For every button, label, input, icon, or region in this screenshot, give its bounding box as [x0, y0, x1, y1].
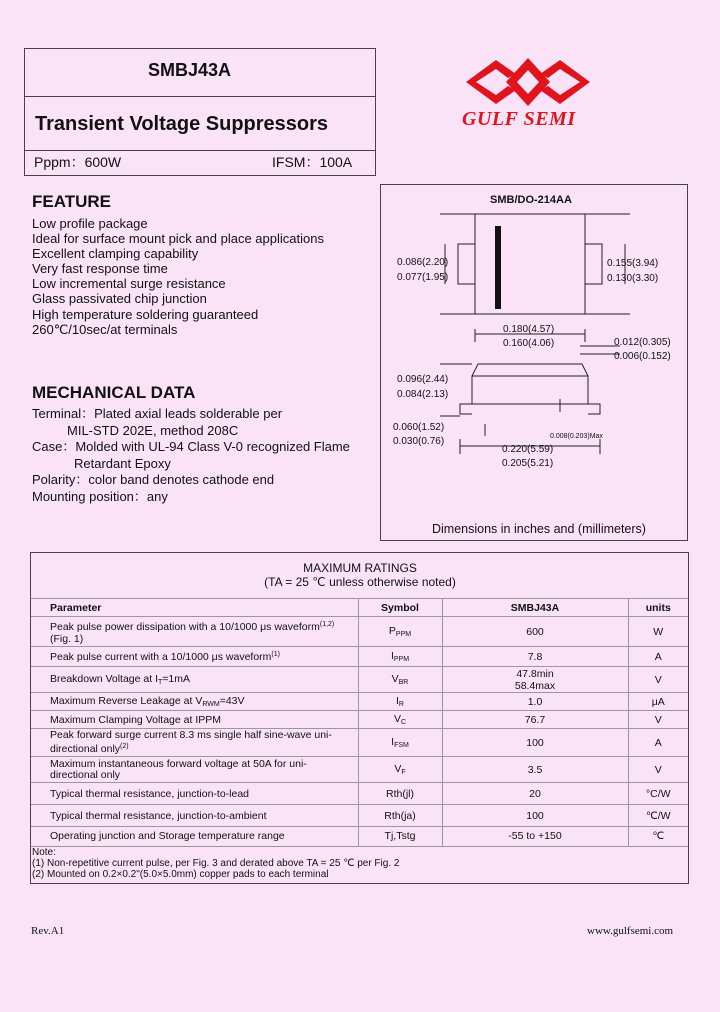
feature-item: Glass passivated chip junction: [32, 291, 207, 307]
feature-item: Low profile package: [32, 216, 148, 231]
value-cell: 20: [442, 783, 628, 805]
value-cell: 7.8: [442, 647, 628, 667]
note-line: (2) Mounted on 0.2×0.2"(5.0×5.0mm) copper pads to each terminal: [32, 869, 329, 880]
dim-h-min: 0.077(1.95): [397, 272, 449, 283]
value-cell: 600: [442, 617, 628, 647]
feature-item: 260℃/10sec/at terminals: [32, 321, 178, 337]
page-title: Transient Voltage Suppressors: [35, 113, 329, 135]
feature-item: Excellent clamping capability: [32, 246, 199, 262]
table-row: [31, 783, 688, 805]
note-line: Note:: [32, 847, 56, 858]
table-row: [31, 617, 688, 647]
notes: [32, 847, 399, 880]
mechanical-line: Mounting position：any: [32, 488, 168, 504]
table-row: [31, 711, 688, 729]
dimension-caption: Dimensions in inches and (millimeters): [432, 522, 646, 536]
value-cell: 3.5: [442, 757, 628, 783]
note-line: (1) Non-repetitive current pulse, per Fig. 3 and derated above TA = 25 ℃ per Fig. 2: [32, 858, 400, 869]
value-cell: -55 to +150: [442, 827, 628, 846]
param-cell: Operating junction and Storage temperature range: [31, 827, 358, 846]
unit-cell: V: [628, 667, 688, 693]
col-parameter: Parameter: [31, 599, 358, 617]
param-cell: Typical thermal resistance, junction-to-lead: [31, 783, 358, 805]
table-row: [31, 805, 688, 827]
symbol-cell: IPPM: [358, 647, 442, 667]
header-divider-1: [24, 96, 376, 97]
param-cell: Maximum Reverse Leakage at VRWM=43V: [31, 693, 358, 711]
dim-w-max: 0.155(3.94): [607, 258, 659, 269]
pppm-rating: Pppm：600W: [34, 154, 122, 170]
feature-heading: FEATURE: [32, 192, 112, 211]
symbol-cell: PPPM: [358, 617, 442, 647]
dim-overall-min: 0.205(5.21): [502, 458, 554, 469]
dim-body-h-max: 0.096(2.44): [397, 374, 449, 385]
dim-body-h-min: 0.084(2.13): [397, 389, 449, 400]
value-cell: 1.0: [442, 693, 628, 711]
table-row: [31, 647, 688, 667]
symbol-cell: VBR: [358, 667, 442, 693]
ratings-header-row: [31, 599, 688, 617]
unit-cell: A: [628, 729, 688, 757]
value-cell: 47.8min 58.4max: [442, 667, 628, 693]
mechanical-line: Polarity：color band denotes cathode end: [32, 472, 275, 487]
param-cell: Maximum Clamping Voltage at IPPM: [31, 711, 358, 729]
param-cell: Peak forward surge current 8.3 ms single half sine-wave uni- directional only$^{(2)}$: [31, 729, 358, 757]
unit-cell: ℃: [628, 827, 688, 846]
part-number: SMBJ43A: [148, 60, 232, 80]
package-name: SMB/DO-214AA: [490, 194, 572, 206]
dim-h-max: 0.086(2.20): [397, 257, 449, 268]
symbol-cell: Tj,Tstg: [358, 827, 442, 846]
dim-l-max: 0.180(4.57): [503, 324, 555, 335]
symbol-cell: VF: [358, 757, 442, 783]
table-row: [31, 693, 688, 711]
col-value: SMBJ43A: [442, 599, 628, 617]
unit-cell: °C/W: [628, 783, 688, 805]
mechanical-list: [32, 406, 350, 505]
dim-standoff: 0.008(0.203)Max: [550, 433, 603, 440]
mechanical-line: Retardant Epoxy: [74, 455, 171, 471]
ratings-table: [31, 598, 688, 846]
feature-item: Ideal for surface mount pick and place applications: [32, 231, 324, 247]
feature-list: [32, 216, 324, 337]
feature-item: Very fast response time: [32, 261, 168, 277]
dim-lead-t-min: 0.006(0.152): [614, 351, 671, 362]
table-row: [31, 827, 688, 846]
mechanical-line: Terminal：Plated axial leads solderable per: [32, 406, 283, 421]
unit-cell: V: [628, 711, 688, 729]
feature-item: Low incremental surge resistance: [32, 276, 226, 292]
logo-text: GULF SEMI: [462, 108, 576, 130]
param-cell: Peak pulse power dissipation with a 10/1000 μs waveform$^{(1,2)}$ (Fig. 1): [31, 617, 358, 647]
value-cell: 100: [442, 805, 628, 827]
unit-cell: W: [628, 617, 688, 647]
unit-cell: μA: [628, 693, 688, 711]
param-cell: Breakdown Voltage at IT=1mA: [31, 667, 358, 693]
symbol-cell: Rth(jl): [358, 783, 442, 805]
col-units: units: [628, 599, 688, 617]
gulf-semi-logo-icon: [458, 52, 598, 108]
dim-l-min: 0.160(4.06): [503, 338, 555, 349]
mechanical-line: MIL-STD 202E, method 208C: [67, 422, 239, 438]
col-symbol: Symbol: [358, 599, 442, 617]
value-cell: 100: [442, 729, 628, 757]
dim-lead-t-max: 0.012(0.305): [614, 337, 671, 348]
unit-cell: ℃/W: [628, 805, 688, 827]
value-cell: 76.7: [442, 711, 628, 729]
ratings-subtitle: (TA = 25 ℃ unless otherwise noted): [264, 575, 456, 589]
revision: Rev.A1: [31, 925, 65, 937]
package-outline-drawing: [380, 184, 688, 541]
param-cell: Peak pulse current with a 10/1000 μs waveform$^{(1)}$: [31, 647, 358, 667]
dim-w-min: 0.130(3.30): [607, 273, 659, 284]
table-row: [31, 729, 688, 757]
table-row: [31, 667, 688, 693]
param-cell: Typical thermal resistance, junction-to-ambient: [31, 805, 358, 827]
unit-cell: V: [628, 757, 688, 783]
dim-lead-len-max: 0.060(1.52): [393, 422, 445, 433]
header-divider-2: [24, 150, 376, 151]
ifsm-rating: IFSM：100A: [272, 154, 353, 170]
feature-item: High temperature soldering guaranteed: [32, 306, 259, 322]
symbol-cell: VC: [358, 711, 442, 729]
dim-lead-len-min: 0.030(0.76): [393, 436, 445, 447]
symbol-cell: IFSM: [358, 729, 442, 757]
ratings-title: MAXIMUM RATINGS: [303, 561, 417, 575]
symbol-cell: IR: [358, 693, 442, 711]
unit-cell: A: [628, 647, 688, 667]
dim-overall-max: 0.220(5.59): [502, 444, 554, 455]
table-row: [31, 757, 688, 783]
website-link[interactable]: www.gulfsemi.com: [587, 925, 674, 937]
symbol-cell: Rth(ja): [358, 805, 442, 827]
param-cell: Maximum instantaneous forward voltage at 50A for uni- directional only: [31, 757, 358, 783]
mechanical-line: Case：Molded with UL-94 Class V-0 recognized Flame: [32, 439, 350, 454]
mechanical-heading: MECHANICAL DATA: [32, 383, 196, 402]
